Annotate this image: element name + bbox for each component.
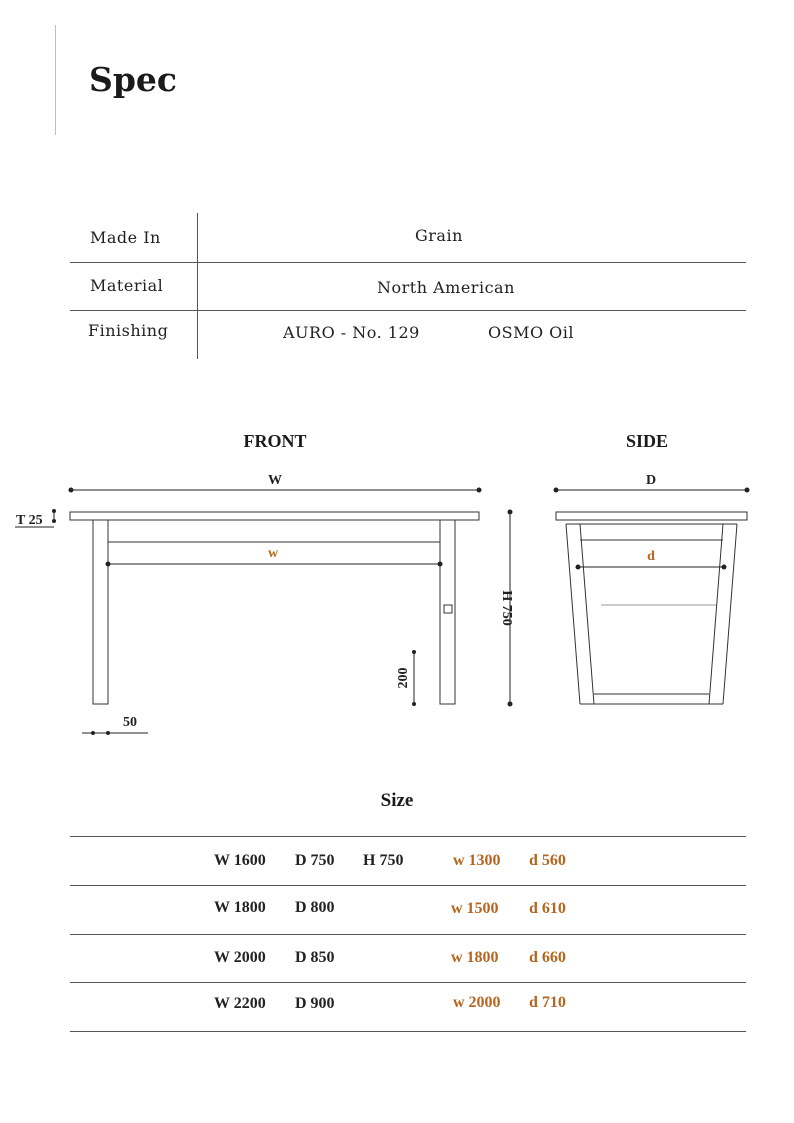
size-row — [70, 982, 746, 1030]
size-title: Size — [380, 790, 414, 811]
size-width: W 2000 — [214, 949, 266, 966]
height-label: H 750 — [499, 590, 514, 626]
material-label: Material — [90, 276, 164, 295]
front-width-label: W — [268, 473, 282, 488]
size-row — [70, 934, 746, 982]
table-drawings — [0, 420, 794, 750]
size-depth: D 850 — [295, 949, 335, 966]
spec-table-divider — [197, 213, 198, 359]
made-in-value: Grain — [415, 226, 463, 245]
side-depth-label: D — [645, 473, 657, 488]
size-depth: D 800 — [295, 899, 335, 916]
finishing-value-auro: AURO - No. 129 — [283, 323, 420, 342]
height-dimension — [499, 510, 514, 707]
front-inner-width-dimension — [106, 546, 443, 567]
front-view-title: FRONT — [243, 431, 307, 451]
front-inner-width-label: w — [267, 546, 279, 561]
size-inner-depth: d 610 — [529, 900, 566, 917]
page-title: Spec — [89, 60, 177, 99]
spec-row-divider — [70, 262, 746, 263]
side-depth-dimension — [554, 473, 750, 493]
size-height: H 750 — [363, 852, 404, 869]
size-inner-depth: d 660 — [529, 949, 566, 966]
spec-row-divider — [70, 310, 746, 311]
leg-width-dimension — [82, 715, 148, 735]
finishing-label: Finishing — [88, 321, 169, 340]
made-in-label: Made In — [90, 228, 161, 247]
size-width: W 1800 — [214, 899, 266, 916]
clearance-label: 200 — [396, 667, 411, 689]
size-row-divider — [70, 1031, 746, 1032]
size-row — [70, 836, 746, 884]
side-inner-depth-dimension — [576, 549, 727, 570]
size-inner-depth: d 560 — [529, 852, 566, 869]
finishing-value-osmo: OSMO Oil — [488, 323, 575, 342]
size-inner-width: w 2000 — [453, 994, 501, 1011]
top-thickness-dimension — [15, 509, 56, 528]
size-inner-width: w 1800 — [451, 949, 499, 966]
side-inner-depth-label: d — [647, 549, 655, 564]
front-table-outline — [70, 512, 479, 704]
size-inner-width: w 1300 — [453, 852, 501, 869]
side-table-outline — [556, 512, 747, 704]
size-width: W 1600 — [214, 852, 266, 869]
spec-table — [70, 213, 746, 359]
header-accent-rule — [55, 25, 56, 135]
front-width-dimension — [69, 473, 482, 493]
material-value: North American — [377, 278, 515, 297]
size-width: W 2200 — [214, 995, 266, 1012]
size-row — [70, 885, 746, 933]
size-inner-width: w 1500 — [451, 900, 499, 917]
leg-width-label: 50 — [123, 715, 137, 730]
top-thickness-label: T 25 — [16, 513, 43, 528]
side-view-title: SIDE — [625, 431, 669, 451]
size-depth: D 750 — [295, 852, 335, 869]
clearance-dimension — [396, 650, 416, 706]
size-depth: D 900 — [295, 995, 335, 1012]
size-inner-depth: d 710 — [529, 994, 566, 1011]
